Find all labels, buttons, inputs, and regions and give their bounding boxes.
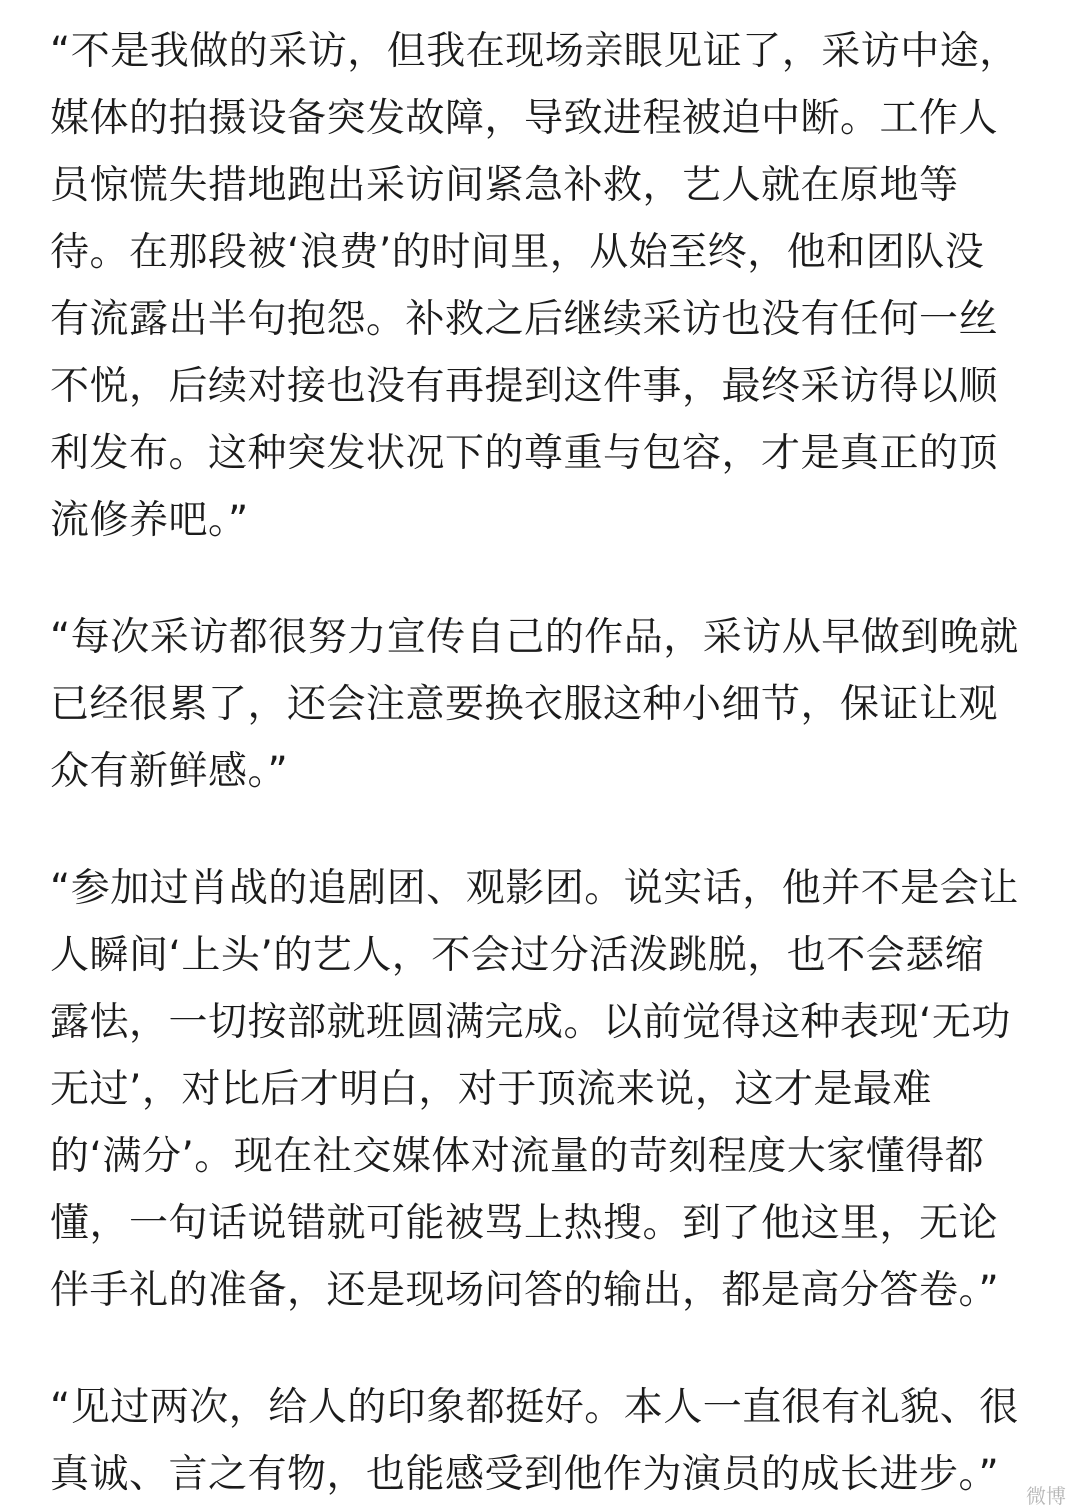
quote-paragraph-4: “见过两次，给人的印象都挺好。本人一直很有礼貌、很 真诚、言之有物，也能感受到他作为演员的成长进步。” [50,1385,1019,1497]
quote-paragraph-1: “不是我做的采访，但我在现场亲眼见证了，采访中途， 媒体的拍摄设备突发故障，导致进程被迫中断。工作人 员惊慌失措地跑出采访间紧急补救，艺人就在原地等 待。在那段被‘浪费’的时间里，从始至终，他和团队没 有流露出半句抱怨。补救之后继续采访也没有任何一丝 不悦，后续对接也没有再提到这件事，最终采访得以顺 利发布。这种突发状况下的尊重与包容，才是真正的顶 流修养吧。” [50,29,1019,543]
article-body [50,18,1040,1508]
quote-paragraph-2: “每次采访都很努力宣传自己的作品，采访从早做到晚就 已经很累了，还会注意要换衣服这种小细节，保证让观 众有新鲜感。” [50,615,1019,794]
quote-paragraph-3: “参加过肖战的追剧团、观影团。说实话，他并不是会让 人瞬间‘上头’的艺人，不会过分活泼跳脱，也不会瑟缩 露怯，一切按部就班圆满完成。以前觉得这种表现‘无功 无过’，对比后才明白，对于顶流来说，这才是最难 的‘满分’。现在社交媒体对流量的苛刻程度大家懂得都 懂，一句话说错就可能被骂上热搜。到了他这里，无论 伴手礼的准备，还是现场问答的输出，都是高分答卷。” [50,866,1019,1313]
watermark: 微博 [1026,1484,1066,1508]
